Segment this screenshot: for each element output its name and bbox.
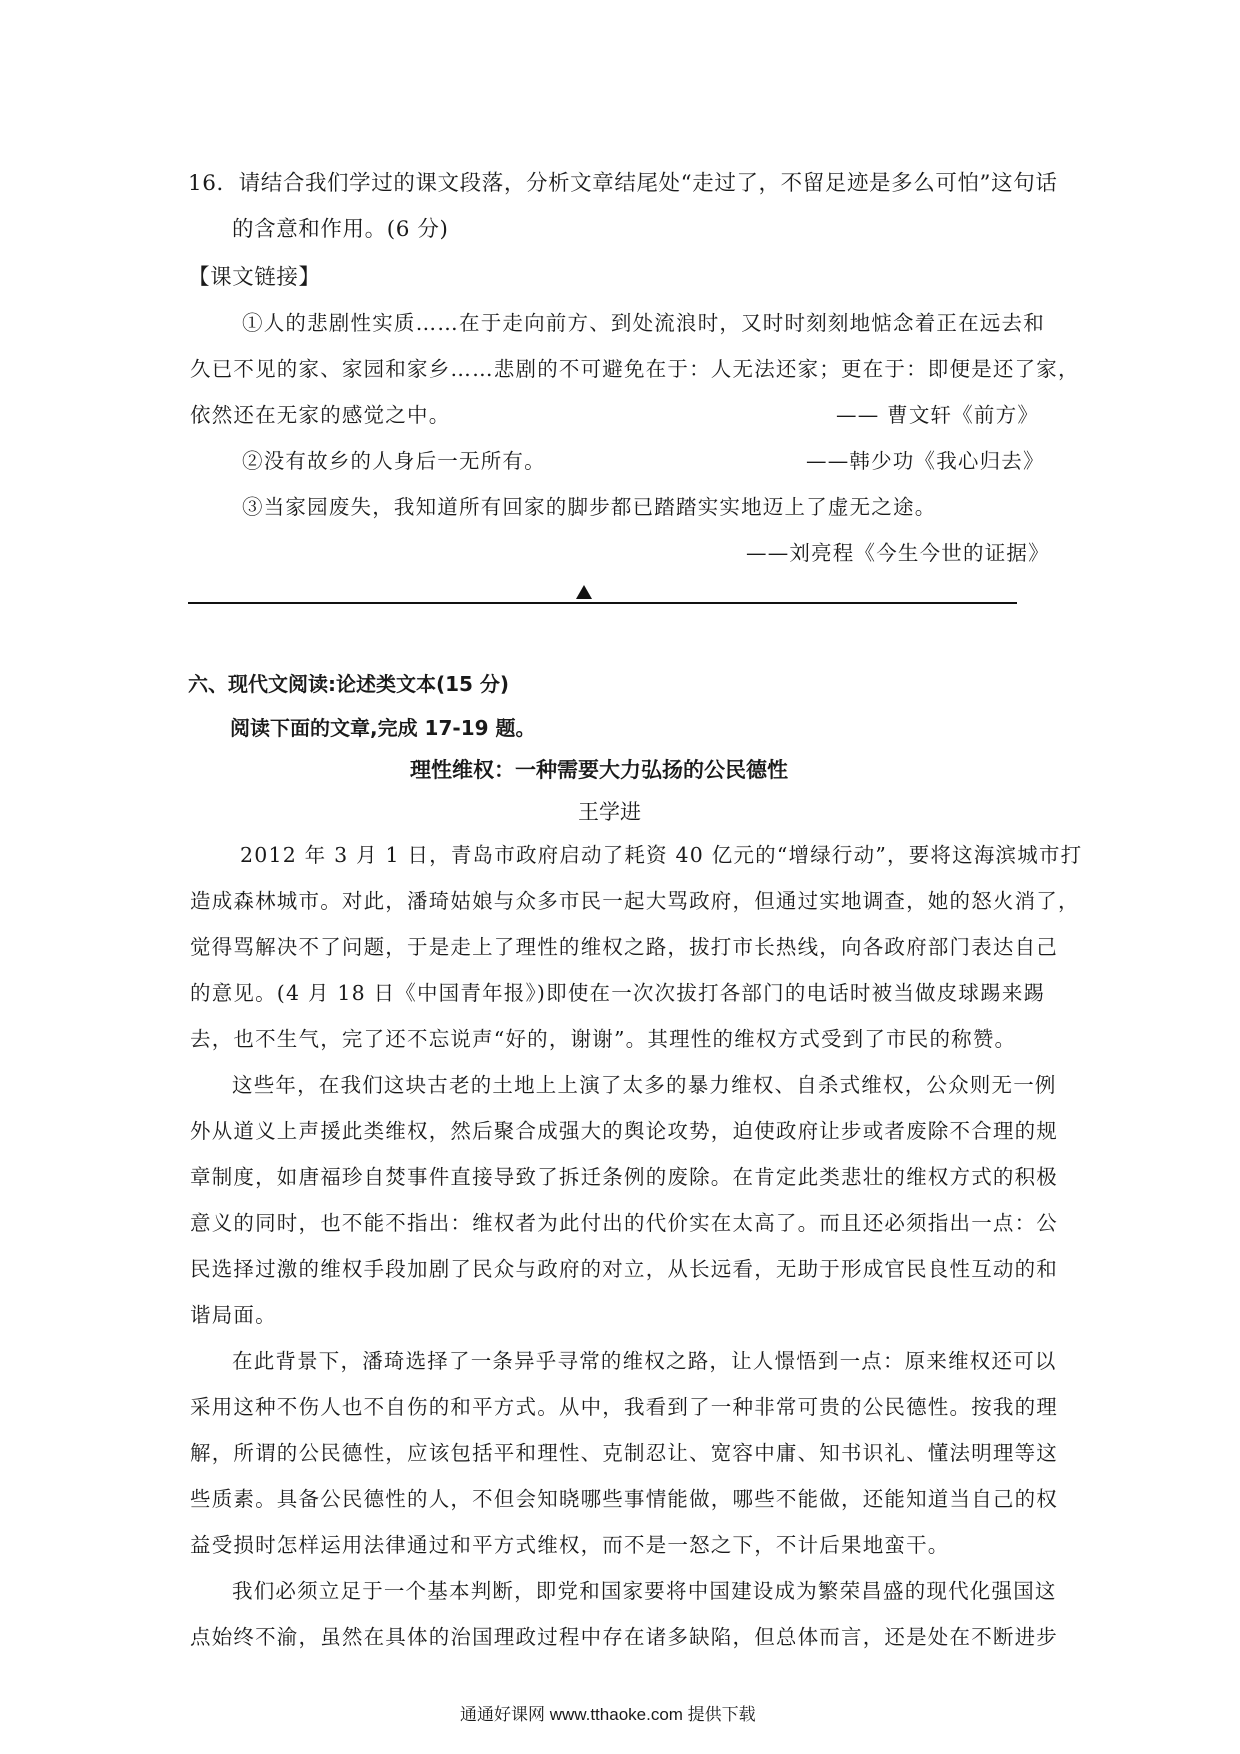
quote-3-text: ③当家园废失，我知道所有回家的脚步都已踏踏实实地迈上了虚无之途。 — [242, 495, 937, 519]
quote-1-line-3: 依然还在无家的感觉之中。 — [190, 403, 451, 427]
paragraph-2-line: 民选择过激的维权手段加剧了民众与政府的对立，从长远看，无助于形成官民良性互动的和 — [190, 1257, 1058, 1281]
paragraph-2-line: 谐局面。 — [190, 1303, 277, 1327]
paragraph-2-line: 这些年，在我们这块古老的土地上上演了太多的暴力维权、自杀式维权，公众则无一例 — [232, 1073, 1057, 1097]
quote-2-text: ②没有故乡的人身后一无所有。 — [242, 449, 546, 473]
quote-1-source: —— 曹文轩《前方》 — [836, 403, 1040, 427]
paragraph-3-line: 采用这种不伤人也不自伤的和平方式。从中，我看到了一种非常可贵的公民德性。按我的理 — [190, 1395, 1058, 1419]
question-16-line-1: 16．请结合我们学过的课文段落，分析文章结尾处“走过了，不留足迹是多么可怕”这句话 — [188, 171, 1058, 196]
paragraph-1-line: 去，也不生气，完了还不忘说声“好的，谢谢”。其理性的维权方式受到了市民的称赞。 — [190, 1027, 1017, 1051]
triangle-marker-icon — [576, 585, 592, 599]
paragraph-4-line: 点始终不渝，虽然在具体的治国理政过程中存在诸多缺陷，但总体而言，还是处在不断进步 — [190, 1625, 1058, 1649]
quote-1-line-1: ①人的悲剧性实质……在于走向前方、到处流浪时，又时时刻刻地惦念着正在远去和 — [242, 311, 1045, 335]
paragraph-1-line: 觉得骂解决不了问题，于是走上了理性的维权之路，拔打市长热线，向各政府部门表达自己 — [190, 935, 1058, 959]
paragraph-2-line: 意义的同时，也不能不指出：维权者为此付出的代价实在太高了。而且还必须指出一点：公 — [190, 1211, 1058, 1235]
section-6-instruction: 阅读下面的文章,完成 17-19 题。 — [230, 716, 536, 740]
paragraph-3-line: 益受损时怎样运用法律通过和平方式维权，而不是一怒之下，不计后果地蛮干。 — [190, 1533, 950, 1557]
paragraph-4-line: 我们必须立足于一个基本判断，即党和国家要将中国建设成为繁荣昌盛的现代化强国这 — [232, 1579, 1057, 1603]
quote-1-line-2: 久已不见的家、家园和家乡……悲剧的不可避免在于：人无法还家；更在于：即便是还了家， — [190, 357, 1080, 381]
paragraph-2-line: 外从道义上声援此类维权，然后聚合成强大的舆论攻势，迫使政府让步或者废除不合理的规 — [190, 1119, 1058, 1143]
answer-divider — [188, 602, 1017, 604]
paragraph-3-line: 在此背景下，潘琦选择了一条异乎寻常的维权之路，让人憬悟到一点：原来维权还可以 — [232, 1349, 1057, 1373]
quote-2-source: ——韩少功《我心归去》 — [806, 449, 1045, 473]
paragraph-3-line: 些质素。具备公民德性的人，不但会知晓哪些事情能做，哪些不能做，还能知道当自己的权 — [190, 1487, 1058, 1511]
article-title: 理性维权：一种需要大力弘扬的公民德性 — [410, 758, 788, 782]
paragraph-3-line: 解，所谓的公民德性，应该包括平和理性、克制忍让、宽容中庸、知书识礼、懂法明理等这 — [190, 1441, 1058, 1465]
section-6-heading: 六、现代文阅读:论述类文本(15 分) — [188, 672, 510, 696]
paragraph-1-line: 2012 年 3 月 1 日，青岛市政府启动了耗资 40 亿元的“增绿行动”，要将这海滨城市打 — [240, 843, 1083, 867]
paragraph-2-line: 章制度，如唐福珍自焚事件直接导致了拆迁条例的废除。在肯定此类悲壮的维权方式的积极 — [190, 1165, 1058, 1189]
question-16-line-2: 的含意和作用。(6 分) — [232, 217, 449, 242]
page-footer: 通通好课网 www.tthaoke.com 提供下载 — [460, 1705, 756, 1724]
paragraph-1-line: 的意见。(4 月 18 日《中国青年报》)即使在一次次拔打各部门的电话时被当做皮球踢来踢 — [190, 981, 1046, 1005]
quote-3-source: ——刘亮程《今生今世的证据》 — [746, 541, 1050, 565]
text-link-header: 【课文链接】 — [188, 265, 321, 290]
article-author: 王学进 — [578, 800, 641, 824]
paragraph-1-line: 造成森林城市。对此，潘琦姑娘与众多市民一起大骂政府，但通过实地调查，她的怒火消了， — [190, 889, 1080, 913]
